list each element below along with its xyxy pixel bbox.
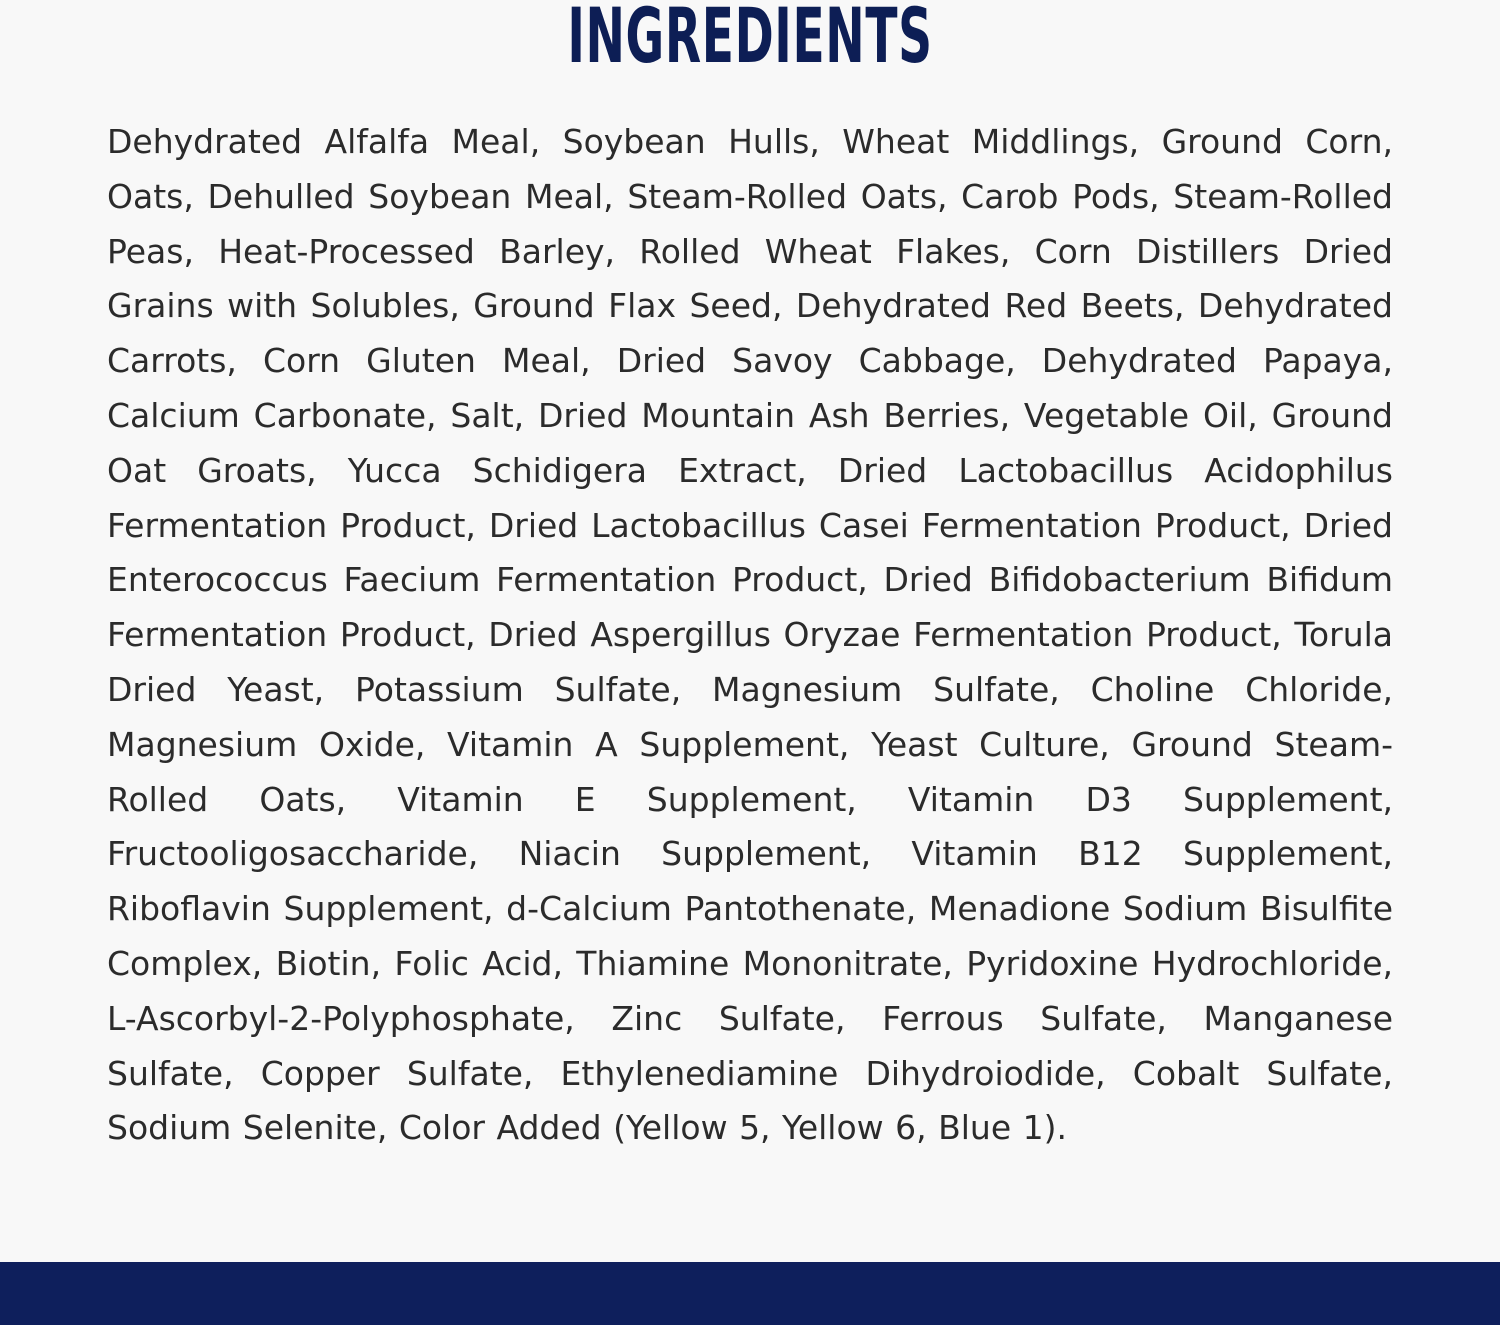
footer-bar (0, 1262, 1500, 1325)
page-title: INGREDIENTS (567, 0, 933, 80)
ingredients-list: Dehydrated Alfalfa Meal, Soybean Hulls, Wheat Middlings, Ground Corn, Oats, Dehulled Soybean Meal, Steam-Rolled Oats, Carob Pods, Steam-Rolled Peas, Heat-Processed Barley, Rolled Wheat Flakes, Corn Distillers Dried Grains with Solubles, Ground Flax Seed, Dehydrated Red Beets, Dehydrated Carrots, Corn Gluten Meal, Dried Savoy Cabbage, Dehydrated Papaya, Calcium Carbonate, Salt, Dried Mountain Ash Berries, Vegetable Oil, Ground Oat Groats, Yucca Schidigera Extract, Dried Lactobacillus Acidophilus Fermentation Product, Dried Lactobacillus Casei Fermentation Product, Dried Enterococcus Faecium Fermentation Product, Dried Bifidobacterium Bifidum Fermentation Product, Dried Aspergillus Oryzae Fermentation Product, Torula Dried Yeast, Potassium Sulfate, Magnesium Sulfate, Choline Chloride, Magnesium Oxide, Vitamin A Supplement, Yeast Culture, Ground Steam-Rolled Oats, Vitamin E Supplement, Vitamin D3 Supplement, Fructooligosaccharide, Niacin Supplement, Vitamin B12 Supplement, Riboflavin Supplement, d-Calcium Pantothenate, Menadione Sodium Bisulfite Complex, Biotin, Folic Acid, Thiamine Mononitrate, Pyridoxine Hydrochloride, L-Ascorbyl-2-Polyphosphate, Zinc Sulfate, Ferrous Sulfate, Manganese Sulfate, Copper Sulfate, Ethylenediamine Dihydroiodide, Cobalt Sulfate, Sodium Selenite, Color Added (Yellow 5, Yellow 6, Blue 1). (107, 122, 1393, 1148)
